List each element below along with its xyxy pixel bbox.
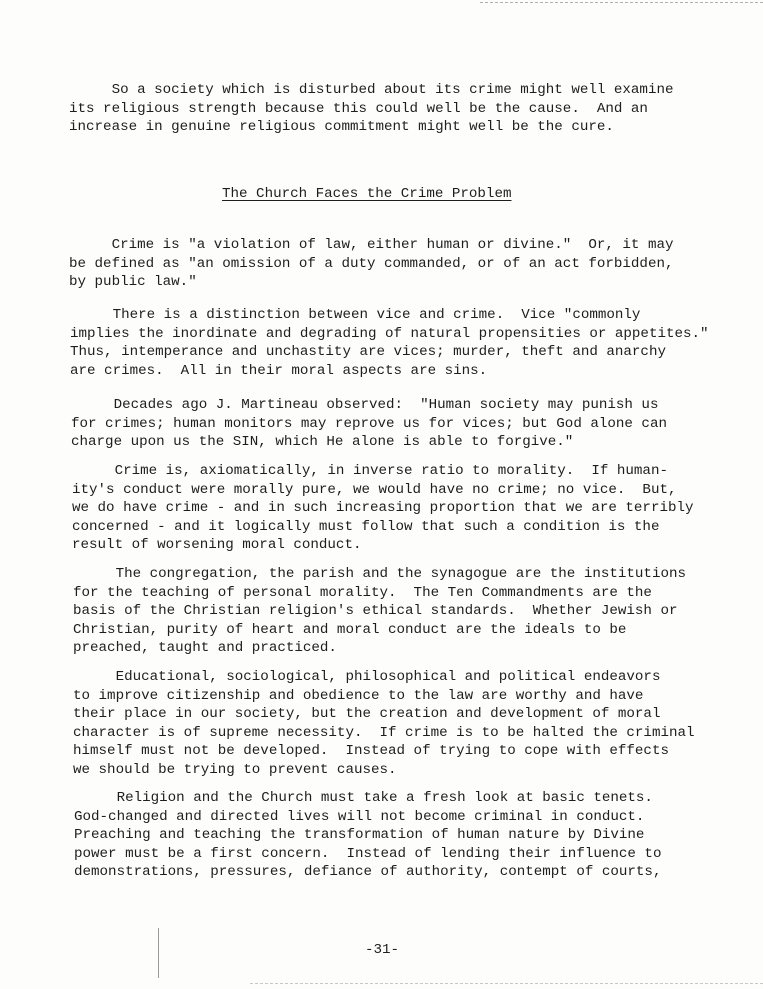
section-heading: The Church Faces the Crime Problem — [222, 186, 512, 202]
paragraph-7: Educational, sociological, philosophical and political endeavors to improve citizenship and obedience to the law are worthy and have their place in our society, but the creation and development of moral character is of supreme necessity. If crime is to be halted the criminal himself must not be developed. Instead of trying to cope with effects we should be trying to prevent causes. — [73, 669, 695, 778]
paragraph-8: Religion and the Church must take a fresh look at basic tenets. God-changed and directed lives will not become criminal in conduct. Preaching and teaching the transformation of human nature by Divine power must be a first concern. Instead of lending their influence to demonstrations, pressures, defiance of authority, contempt of courts, — [74, 790, 662, 881]
paragraph-2: Crime is "a violation of law, either human or divine." Or, it may be defined as "an omission of a duty commanded, or of an act forbidden, by public law." — [69, 237, 674, 291]
paragraph-1: So a society which is disturbed about its crime might well examine its religious strength because this could well be the cause. And an increase in genuine religious commitment might well be the cure. — [69, 82, 674, 136]
paragraph-5: Crime is, axiomatically, in inverse ratio to morality. If human- ity's conduct were morally pure, we would have no crime; no vice. But, we do have crime - and in such increasing proportion that we are terribly concerned - and it logically must follow that such a condition is the result of worsening moral conduct. — [72, 463, 694, 554]
bottom-dashed-rule — [250, 983, 763, 984]
page-number: -31- — [365, 942, 400, 958]
paragraph-3: There is a distinction between vice and crime. Vice "commonly implies the inordinate and degrading of natural propensities or appetites." Thus, intemperance and unchastity are vices; murder, theft and anarchy are crimes. All in their moral aspects are sins. — [70, 307, 709, 379]
margin-mark — [158, 928, 159, 978]
top-dashed-rule — [480, 2, 763, 3]
paragraph-6: The congregation, the parish and the synagogue are the institutions for the teaching of personal morality. The Ten Commandments are the basis of the Christian religion's ethical standards. Whether Jewish or Christian, purity of heart and moral conduct are the ideals to be preached, taught and practiced. — [73, 566, 686, 657]
paragraph-4: Decades ago J. Martineau observed: "Human society may punish us for crimes; human monitors may reprove us for vices; but God alone can charge upon us the SIN, which He alone is able to forgive." — [71, 397, 667, 451]
